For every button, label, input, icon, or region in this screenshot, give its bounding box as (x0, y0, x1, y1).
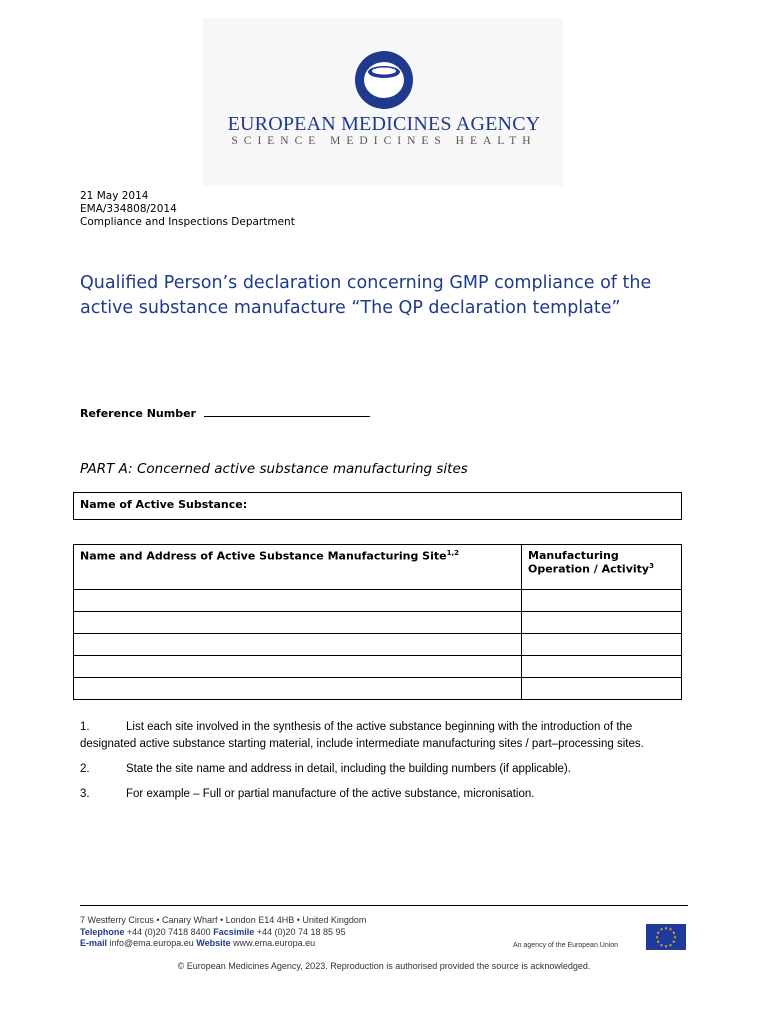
operation-cell[interactable] (522, 612, 682, 634)
document-meta (80, 190, 295, 229)
part-a-heading: PART A: Concerned active substance manufacturing sites (80, 461, 468, 477)
footnote-1: 1. List each site involved in the synthesis of the active substance beginning with the introduction of the designated active substance starting material, include intermediate manufacturing sites / part–processing sites. (80, 721, 644, 750)
svg-text:★: ★ (655, 934, 659, 940)
site-cell[interactable] (74, 590, 522, 612)
footnote-ref: 3 (649, 562, 654, 570)
footer-web-row: E-mail info@ema.europa.eu Website www.ema.europa.eu (80, 938, 316, 948)
table-row (74, 656, 682, 678)
footnotes (80, 719, 680, 811)
site-cell[interactable] (74, 634, 522, 656)
svg-text:★: ★ (659, 926, 664, 932)
eu-agency-caption: An agency of the European Union (513, 942, 619, 949)
operation-column-header: Manufacturing Operation / Activity$^3$ (522, 545, 682, 590)
svg-text:★: ★ (672, 930, 676, 935)
footnote-ref: 1,2 (446, 549, 459, 557)
table-header-row (74, 545, 682, 590)
manufacturing-sites-table (73, 544, 682, 700)
document-date: 21 May 2014 (80, 190, 149, 202)
footer-phone-row: Telephone +44 (0)20 7418 8400 Facsimile +44 (0)20 74 18 85 95 (80, 926, 346, 937)
footer-contact (80, 915, 366, 950)
footnote-2: 2. State the site name and address in detail, including the building numbers (if applicable). (80, 763, 571, 775)
svg-text:★: ★ (672, 939, 676, 944)
agency-name: EUROPEAN MEDICINES AGENCY (227, 113, 541, 135)
ema-logo-icon (354, 50, 414, 110)
table-row (74, 634, 682, 656)
svg-text:★: ★ (659, 942, 664, 948)
department: Compliance and Inspections Department (80, 216, 295, 228)
reference-number-field[interactable] (204, 405, 370, 417)
svg-text:★: ★ (673, 934, 677, 940)
document-reference: EMA/334808/2014 (80, 203, 177, 215)
operation-cell[interactable] (522, 634, 682, 656)
table-row (74, 590, 682, 612)
svg-text:★: ★ (668, 942, 673, 948)
active-substance-box[interactable] (73, 492, 682, 520)
operation-cell[interactable] (522, 590, 682, 612)
active-substance-label: Name of Active Substance: (80, 498, 248, 511)
site-column-header: Name and Address of Active Substance Manufacturing Site$^{1,2}$ (74, 545, 522, 590)
website-link[interactable]: www.ema.europa.eu (233, 938, 316, 948)
operation-cell[interactable] (522, 656, 682, 678)
site-cell[interactable] (74, 678, 522, 700)
site-cell[interactable] (74, 656, 522, 678)
svg-text:★: ★ (656, 939, 660, 944)
table-row (74, 612, 682, 634)
eu-flag-icon (646, 924, 686, 950)
operation-cell[interactable] (522, 678, 682, 700)
footer-address: 7 Westferry Circus • Canary Wharf • London E14 4HB • United Kingdom (80, 915, 367, 925)
copyright-notice: © European Medicines Agency, 2023. Reproduction is authorised provided the source is acknowledged. (177, 961, 591, 971)
footnote-3: 3. For example – Full or partial manufacture of the active substance, micronisation. (80, 788, 535, 800)
site-cell[interactable] (74, 612, 522, 634)
svg-text:★: ★ (656, 930, 660, 935)
svg-text:★: ★ (668, 926, 673, 932)
svg-text:★: ★ (664, 925, 668, 931)
svg-text:★: ★ (664, 943, 668, 949)
reference-number-row (80, 405, 370, 420)
footer-divider (80, 905, 688, 906)
table-row (74, 678, 682, 700)
document-title: Qualified Person’s declaration concerning GMP compliance of the active substance manufacture “The QP declaration template” (80, 273, 652, 318)
email-link[interactable]: info@ema.europa.eu (109, 938, 194, 948)
agency-tagline: SCIENCE MEDICINES HEALTH (231, 135, 537, 147)
reference-number-label: Reference Number (80, 407, 196, 420)
